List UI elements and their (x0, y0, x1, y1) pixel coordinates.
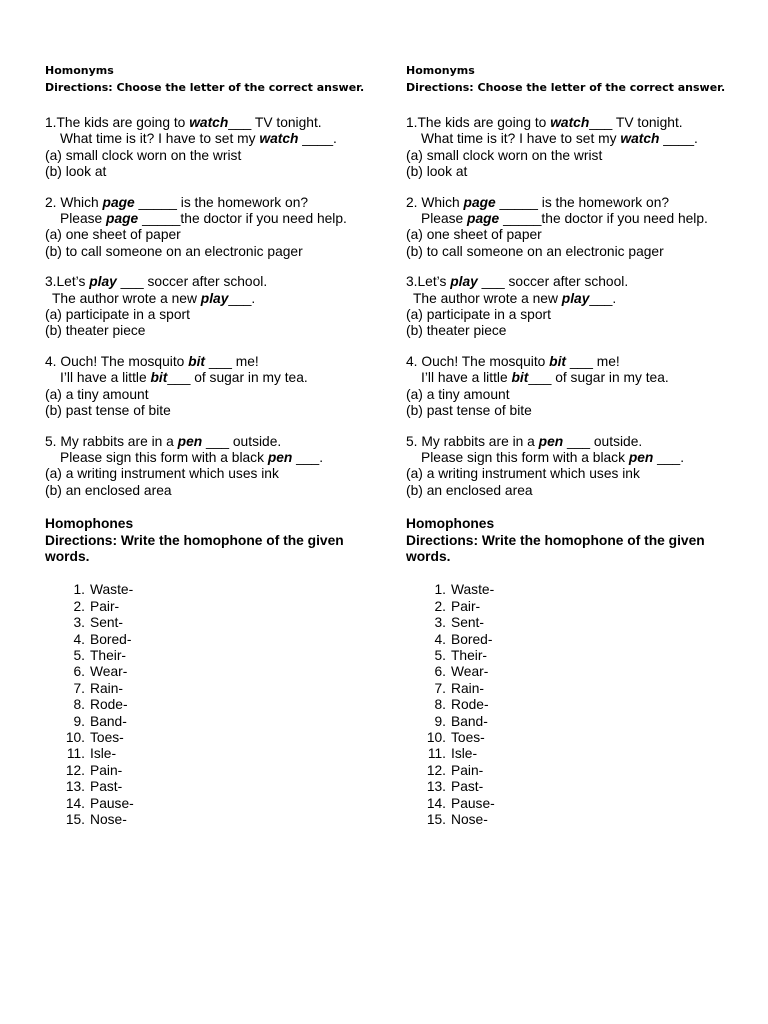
homophone-word: Nose- (451, 812, 488, 828)
question-sentence (45, 370, 385, 386)
list-number: 5. (73, 647, 85, 663)
list-number: 7. (434, 680, 446, 696)
list-number: 8. (434, 697, 446, 713)
list-number: 1. (434, 582, 446, 598)
homophone-word: Past- (90, 779, 123, 795)
answer-option: (b) an enclosed area (406, 482, 533, 498)
question-list (406, 115, 746, 499)
list-item (45, 599, 385, 615)
homophone-word: Pause- (90, 795, 134, 811)
list-number: 3. (434, 615, 446, 631)
sentence-text: The author wrote a new (413, 290, 562, 306)
question-sentence (45, 274, 385, 290)
homophones-title: Homophones (406, 516, 495, 532)
sentence-text: ___ TV tonight. (228, 115, 322, 130)
sentence-text: 3.Let’s (45, 274, 90, 290)
question (45, 354, 385, 420)
sentence-text: 4. Ouch! The mosquito (406, 353, 550, 369)
question-sentence (45, 450, 385, 466)
question-sentence (406, 450, 746, 466)
list-item (45, 648, 385, 664)
list-number: 6. (434, 664, 446, 680)
sentence-text: Please sign this form with a black (421, 449, 629, 465)
answer-option: (b) look at (45, 164, 107, 180)
worksheet-copy-right (406, 62, 746, 828)
homophone-word: Pause- (451, 795, 495, 811)
homophones-directions-line: words. (406, 548, 451, 564)
question-sentence (406, 195, 746, 211)
sentence-text: ____. (659, 131, 698, 147)
sentence-text: ___ of sugar in my tea. (528, 370, 669, 386)
homophone-word: Isle- (451, 746, 478, 762)
sentence-text: The author wrote a new (52, 290, 201, 306)
question-sentence (45, 211, 385, 227)
homophone-word: Band- (451, 713, 488, 729)
sentence-text: I’ll have a little (421, 370, 512, 386)
sentence-text: 5. My rabbits are in a (45, 433, 178, 449)
question-sentence (406, 370, 746, 386)
homonym-word: play (89, 274, 117, 290)
sentence-text: _____ is the homework on? (134, 194, 309, 210)
sentence-text: 1.The kids are going to (45, 115, 190, 130)
answer-option: (b) theater piece (45, 323, 146, 339)
question-sentence (45, 354, 385, 370)
list-item (406, 582, 746, 598)
homonyms-section (406, 62, 746, 499)
sentence-text: 3.Let’s (406, 274, 451, 290)
list-item (45, 812, 385, 828)
sentence-text: ___. (589, 290, 617, 306)
list-number: 14. (65, 795, 85, 811)
homonym-word: bit (511, 370, 529, 386)
sentence-text: 5. My rabbits are in a (406, 433, 539, 449)
answer-option: (b) theater piece (406, 323, 507, 339)
homophone-word: Toes- (90, 730, 124, 745)
homophones-directions-line: words. (45, 548, 90, 564)
homonyms-section (45, 62, 385, 499)
homonym-word: watch (620, 131, 660, 147)
question-sentence (45, 195, 385, 211)
sentence-text: What time is it? I have to set my (60, 131, 260, 147)
sentence-text: 2. Which (45, 194, 103, 210)
list-number: 1. (73, 582, 85, 598)
sentence-text: ___ TV tonight. (589, 115, 683, 130)
homophone-word: Rain- (451, 680, 484, 696)
sentence-text: Please (60, 211, 107, 227)
list-number: 7. (73, 680, 85, 696)
list-item (406, 746, 746, 762)
homonym-word: pen (177, 433, 203, 449)
question (406, 115, 746, 181)
homonym-word: page (102, 194, 135, 210)
question-sentence (45, 115, 385, 131)
sentence-text: ___ of sugar in my tea. (167, 370, 308, 386)
homophones-directions (45, 533, 385, 566)
list-number: 13. (426, 779, 446, 795)
list-item (45, 615, 385, 631)
list-item (45, 681, 385, 697)
homonym-word: page (463, 194, 496, 210)
list-number: 13. (65, 779, 85, 795)
homonym-word: play (450, 274, 478, 290)
answer-option: (a) a writing instrument which uses ink (406, 466, 640, 482)
question-sentence (406, 131, 746, 147)
question-sentence (45, 434, 385, 450)
question (45, 195, 385, 261)
list-item (45, 632, 385, 648)
homonyms-directions: Directions: Choose the letter of the correct answer. (406, 81, 726, 94)
homophone-word: Rode- (451, 697, 489, 713)
homophones-title: Homophones (45, 516, 134, 532)
question (406, 354, 746, 420)
homophone-word: Toes- (451, 730, 485, 745)
homonym-word: bit (188, 353, 206, 369)
list-number: 6. (73, 664, 85, 680)
sentence-text: ___ me! (566, 353, 620, 369)
answer-option: (a) small clock worn on the wrist (45, 147, 242, 163)
list-item (45, 664, 385, 680)
homonym-word: pen (628, 449, 654, 465)
homonym-word: bit (549, 353, 567, 369)
homophone-word: Rode- (90, 697, 128, 713)
list-item (406, 681, 746, 697)
list-number: 15. (426, 812, 446, 828)
list-item (45, 763, 385, 779)
list-number: 11. (66, 746, 85, 762)
homonym-word: play (561, 290, 590, 306)
worksheet-copy-left (45, 62, 385, 828)
answer-option: (a) one sheet of paper (406, 227, 542, 243)
homophone-word: Sent- (451, 615, 484, 631)
list-item (406, 664, 746, 680)
homonyms-directions: Directions: Choose the letter of the correct answer. (45, 81, 365, 94)
list-number: 2. (434, 598, 446, 614)
question-sentence (406, 211, 746, 227)
homophone-word: Their- (90, 647, 127, 663)
list-number: 2. (73, 598, 85, 614)
answer-option: (b) past tense of bite (406, 403, 532, 419)
list-item (406, 599, 746, 615)
list-number: 9. (73, 713, 85, 729)
homonyms-title: Homonyms (406, 64, 475, 77)
homophone-word: Bored- (451, 631, 493, 647)
sentence-text: ___ me! (205, 353, 259, 369)
homophone-word: Pain- (451, 762, 484, 778)
homonym-word: page (467, 211, 500, 227)
homonym-word: watch (189, 115, 229, 130)
word-list (45, 582, 385, 828)
homophone-word: Wear- (451, 664, 489, 680)
list-item (406, 812, 746, 828)
list-number: 12. (426, 762, 446, 778)
homophones-directions (406, 533, 746, 566)
sentence-text: ___. (228, 290, 256, 306)
homophone-word: Pair- (90, 598, 120, 614)
homonym-word: page (106, 211, 139, 227)
question-sentence (45, 291, 385, 307)
homophone-word: Past- (451, 779, 484, 795)
sentence-text: _____ is the homework on? (495, 194, 670, 210)
list-number: 14. (426, 795, 446, 811)
list-item (45, 730, 385, 746)
sentence-text: ___ outside. (563, 433, 643, 449)
list-item (45, 697, 385, 713)
homophone-word: Wear- (90, 664, 128, 680)
homonym-word: pen (267, 449, 293, 465)
sentence-text: ____. (298, 131, 337, 147)
sentence-text: ___. (653, 449, 685, 465)
answer-option: (a) participate in a sport (45, 307, 190, 323)
homophone-word: Nose- (90, 812, 127, 828)
list-item (406, 697, 746, 713)
answer-option: (b) to call someone on an electronic pager (45, 243, 303, 259)
list-number: 10. (65, 730, 85, 745)
answer-option: (b) look at (406, 164, 468, 180)
list-number: 4. (73, 631, 85, 647)
list-item (406, 615, 746, 631)
question-list (45, 115, 385, 499)
homophone-word: Isle- (90, 746, 117, 762)
sentence-text: I’ll have a little (60, 370, 151, 386)
list-number: 4. (434, 631, 446, 647)
list-item (406, 763, 746, 779)
homophone-word: Sent- (90, 615, 123, 631)
list-number: 15. (65, 812, 85, 828)
sentence-text: ___. (292, 449, 324, 465)
sentence-text: ___ outside. (202, 433, 282, 449)
question-sentence (406, 354, 746, 370)
list-number: 5. (434, 647, 446, 663)
homophones-section (45, 516, 385, 828)
answer-option: (a) small clock worn on the wrist (406, 147, 603, 163)
homophones-directions-line: Directions: Write the homophone of the given (45, 532, 344, 548)
homophone-word: Rain- (90, 680, 123, 696)
list-item (406, 796, 746, 812)
answer-option: (a) one sheet of paper (45, 227, 181, 243)
word-list (406, 582, 746, 828)
homonym-word: watch (259, 131, 299, 147)
question (45, 434, 385, 500)
question-sentence (406, 115, 746, 131)
list-number: 10. (426, 730, 446, 745)
homophones-directions-line: Directions: Write the homophone of the given (406, 532, 705, 548)
sentence-text: _____the doctor if you need help. (499, 211, 708, 227)
question (406, 434, 746, 500)
question-sentence (45, 131, 385, 147)
list-item (45, 746, 385, 762)
answer-option: (b) an enclosed area (45, 482, 172, 498)
homonym-word: pen (538, 433, 564, 449)
sentence-text: 1.The kids are going to (406, 115, 551, 130)
question (406, 195, 746, 261)
homonyms-title: Homonyms (45, 64, 114, 77)
answer-option: (b) past tense of bite (45, 403, 171, 419)
list-item (45, 796, 385, 812)
homonym-word: watch (550, 115, 590, 130)
homophones-section (406, 516, 746, 828)
homonym-word: play (200, 290, 229, 306)
list-item (45, 779, 385, 795)
homophone-word: Bored- (90, 631, 132, 647)
list-item (406, 632, 746, 648)
answer-option: (a) a writing instrument which uses ink (45, 466, 279, 482)
question-sentence (406, 274, 746, 290)
list-number: 11. (427, 746, 446, 762)
homonym-word: bit (150, 370, 168, 386)
homophone-word: Waste- (451, 582, 495, 598)
list-number: 3. (73, 615, 85, 631)
homophone-word: Waste- (90, 582, 134, 598)
list-item (406, 779, 746, 795)
sentence-text: _____the doctor if you need help. (138, 211, 347, 227)
question (45, 115, 385, 181)
question-sentence (406, 434, 746, 450)
sentence-text: Please sign this form with a black (60, 449, 268, 465)
question (45, 274, 385, 340)
sentence-text: What time is it? I have to set my (421, 131, 621, 147)
question-sentence (406, 291, 746, 307)
answer-option: (b) to call someone on an electronic pager (406, 243, 664, 259)
list-item (406, 648, 746, 664)
list-number: 8. (73, 697, 85, 713)
homophone-word: Pain- (90, 762, 123, 778)
answer-option: (a) participate in a sport (406, 307, 551, 323)
list-item (45, 582, 385, 598)
list-number: 9. (434, 713, 446, 729)
sentence-text: ___ soccer after school. (477, 274, 629, 290)
list-item (406, 714, 746, 730)
homophone-word: Band- (90, 713, 127, 729)
sentence-text: 4. Ouch! The mosquito (45, 353, 189, 369)
answer-option: (a) a tiny amount (45, 386, 149, 402)
homophone-word: Pair- (451, 598, 481, 614)
sentence-text: ___ soccer after school. (116, 274, 268, 290)
answer-option: (a) a tiny amount (406, 386, 510, 402)
sentence-text: 2. Which (406, 194, 464, 210)
question (406, 274, 746, 340)
list-number: 12. (65, 762, 85, 778)
sentence-text: Please (421, 211, 468, 227)
list-item (406, 730, 746, 746)
homophone-word: Their- (451, 647, 488, 663)
list-item (45, 714, 385, 730)
